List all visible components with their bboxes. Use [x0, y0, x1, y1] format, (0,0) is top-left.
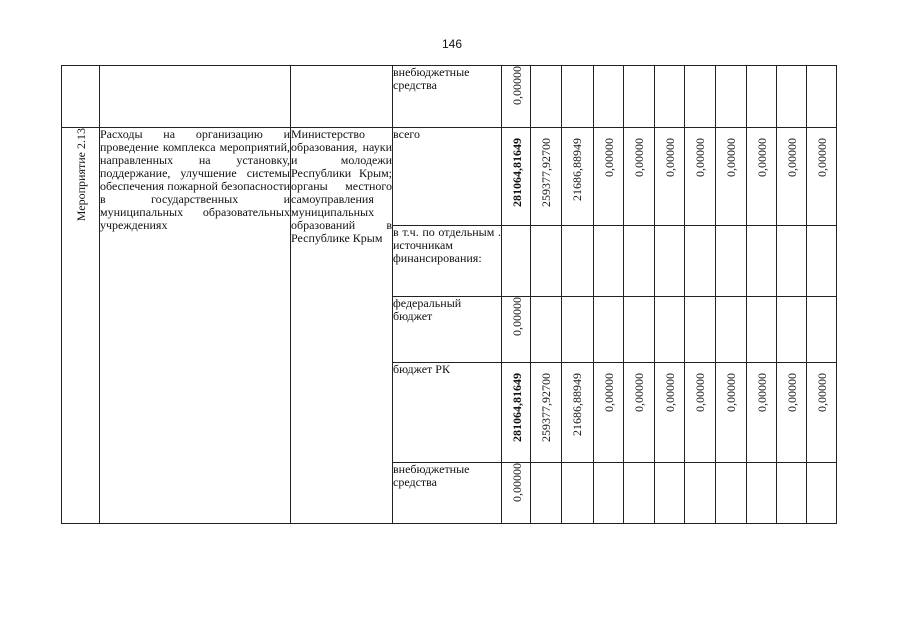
value-cell: [594, 66, 624, 128]
value-cell: [807, 66, 837, 128]
value-text: 0,00000: [785, 138, 799, 177]
value-cell: [685, 128, 716, 226]
value-cell: [777, 297, 807, 363]
value-cell: [807, 463, 837, 524]
executor-cell-empty: [291, 66, 393, 128]
funding-source-label: бюджет РК: [393, 363, 502, 463]
value-cell: [502, 128, 531, 226]
value-cell: [777, 66, 807, 128]
value-cell: [531, 128, 562, 226]
value-cell: [655, 363, 685, 463]
value-cell: [624, 297, 655, 363]
value-cell: [747, 226, 777, 297]
funding-source-label: всего: [393, 128, 502, 226]
value-text: 0,00000: [785, 373, 799, 412]
value-cell: [655, 128, 685, 226]
measure-code: Мероприятие 2.13: [73, 128, 88, 222]
value-cell: [624, 363, 655, 463]
value-text: 0,00000: [724, 373, 738, 412]
value-text: 0,00000: [602, 138, 616, 177]
value-cell: [747, 463, 777, 524]
value-cell: [594, 297, 624, 363]
value-cell: [807, 128, 837, 226]
value-cell: [716, 226, 747, 297]
value-cell: [716, 297, 747, 363]
measure-executor: Министерство образования, науки и молодежи Республики Крым; органы местного самоуправления муниципальных образований в Республике Крым: [291, 128, 393, 524]
value-cell: [562, 226, 594, 297]
value-cell: [685, 363, 716, 463]
value-text: 0,00000: [663, 138, 677, 177]
value-cell: [562, 463, 594, 524]
value-cell: [562, 128, 594, 226]
value-text: 0,00000: [815, 373, 829, 412]
table-row: [62, 66, 837, 128]
value-cell: [777, 363, 807, 463]
value-text: 281064,81649: [510, 373, 524, 442]
value-cell: [531, 463, 562, 524]
value-text: 0,00000: [693, 138, 707, 177]
value-text: 0,00000: [755, 373, 769, 412]
value-text: 259377,92700: [539, 373, 553, 442]
value-cell: [531, 363, 562, 463]
value-cell: [502, 463, 531, 524]
value-cell: [502, 226, 531, 297]
value-cell: [594, 128, 624, 226]
value-cell: [624, 66, 655, 128]
value-cell: [502, 363, 531, 463]
value-cell: [716, 66, 747, 128]
funding-source-label: в т.ч. по отдельным . источникам финансирования:: [393, 226, 502, 297]
table-row: [62, 128, 837, 226]
value-text: 0,00000: [815, 138, 829, 177]
value-text: 0,00000: [663, 373, 677, 412]
value-cell: [777, 128, 807, 226]
value-cell: [531, 66, 562, 128]
value-text: 21686,88949: [570, 138, 584, 201]
code-cell-empty: [62, 66, 100, 128]
value-text: 0,00000: [632, 138, 646, 177]
page-number: 146: [441, 37, 463, 51]
value-cell: [624, 128, 655, 226]
value-cell: [562, 363, 594, 463]
value-text: 0,00000: [510, 463, 524, 502]
budget-table: [61, 65, 837, 524]
description-cell-empty: [100, 66, 291, 128]
value-text: 0,00000: [510, 297, 524, 336]
value-cell: [807, 226, 837, 297]
value-text: 281064,81649: [510, 138, 524, 207]
measure-description: Расходы на организацию и проведение комплекса мероприятий, направленных на установку, поддержание, улучшение системы обеспечения пожарной безопасности в государственных и муниципальных образовательных учреждениях: [100, 128, 291, 524]
value-cell: [594, 363, 624, 463]
value-cell: [685, 297, 716, 363]
value-cell: [777, 226, 807, 297]
funding-source-label: внебюджетные средства: [393, 463, 502, 524]
value-cell: [655, 226, 685, 297]
value-cell: [502, 66, 531, 128]
value-text: 21686,88949: [570, 373, 584, 436]
value-cell: [562, 66, 594, 128]
value-cell: [502, 297, 531, 363]
value-cell: [747, 297, 777, 363]
value-text: 0,00000: [693, 373, 707, 412]
funding-source-label: федеральный бюджет: [393, 297, 502, 363]
value-cell: [747, 363, 777, 463]
value-cell: [655, 66, 685, 128]
value-cell: [716, 128, 747, 226]
value-cell: [747, 128, 777, 226]
value-cell: [562, 297, 594, 363]
funding-source-label: внебюджетные средства: [393, 66, 502, 128]
value-text: 0,00000: [724, 138, 738, 177]
value-cell: [685, 66, 716, 128]
value-text: 0,00000: [602, 373, 616, 412]
value-text: 0,00000: [510, 66, 524, 105]
value-cell: [685, 226, 716, 297]
value-cell: [624, 226, 655, 297]
value-cell: [624, 463, 655, 524]
measure-code-cell: [62, 128, 100, 524]
value-cell: [716, 463, 747, 524]
value-cell: [531, 297, 562, 363]
value-cell: [531, 226, 562, 297]
value-text: 0,00000: [632, 373, 646, 412]
value-cell: [594, 226, 624, 297]
value-cell: [594, 463, 624, 524]
value-text: 259377,92700: [539, 138, 553, 207]
value-cell: [685, 463, 716, 524]
value-text: 0,00000: [755, 138, 769, 177]
value-cell: [807, 297, 837, 363]
value-cell: [655, 463, 685, 524]
value-cell: [777, 463, 807, 524]
value-cell: [655, 297, 685, 363]
value-cell: [807, 363, 837, 463]
value-cell: [747, 66, 777, 128]
value-cell: [716, 363, 747, 463]
